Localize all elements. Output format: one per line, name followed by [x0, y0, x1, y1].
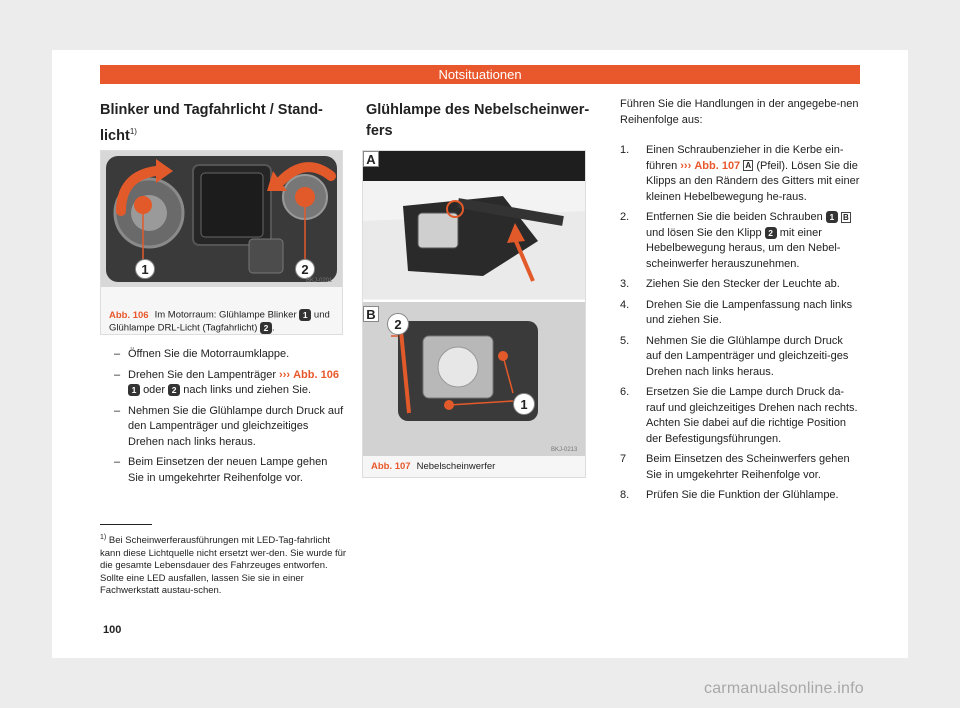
list-item: 8. Prüfen Sie die Funktion der Glühlampe. [620, 489, 839, 501]
list-item: 7 Beim Einsetzen des Scheinwerfers gehen Sie in umgekehrter Reihenfolge vor. [620, 453, 850, 481]
badge-1: 1 [826, 211, 838, 223]
list-item: – Öffnen Sie die Motorraumklappe. [114, 347, 346, 363]
page-number: 100 [103, 624, 122, 636]
middle-heading-block [366, 100, 596, 142]
figure-107-label-2: 2 [387, 313, 409, 335]
figure-107-label-b: B [363, 306, 379, 322]
figure-107-caption [363, 461, 585, 474]
watermark: carmanualsonline.info [704, 680, 864, 697]
list-item: 1. Einen Schraubenzieher in die Kerbe ein-führen ››› Abb. 107 A (Pfeil). Lösen Sie die Klipps an den Rändern des Gitters mit einer kleinen Hebelbewegung he-raus. [620, 144, 860, 203]
middle-heading: Glühlampe des Nebelscheinwer-fers [366, 102, 590, 139]
list-item: 4. Drehen Sie die Lampenfassung nach links und ziehen Sie. [620, 298, 853, 326]
list-item: – Nehmen Sie die Glühlampe durch Druck auf den Lampenträger und gleichzeitiges Drehen nach links heraus. [114, 404, 346, 451]
list-item: 5. Nehmen Sie die Glühlampe durch Druck auf den Lampenträger und gleichzeiti-ges Drehen nach links heraus. [620, 334, 849, 378]
list-item: 2. Entfernen Sie die beiden Schrauben 1 B und lösen Sie den Klipp 2 mit einer Hebelbewegung heraus, um den Nebel-scheinwerfer herauszunehmen. [620, 210, 860, 272]
headlight-illustration [101, 151, 342, 287]
footnote-divider [100, 524, 152, 525]
footnote-marker: 1) [100, 534, 107, 541]
figure-106-caption-b: und Glühlampe DRL-Licht (Tagfahrlicht) [109, 309, 330, 334]
figure-106-label-2: 2 [295, 259, 315, 279]
left-steps [114, 347, 346, 491]
badge-2: 2 [168, 384, 180, 396]
figure-107 [362, 150, 586, 478]
figure-106-code: BKJ-0201 [306, 278, 333, 284]
badge-1: 1 [299, 309, 311, 321]
figure-107-caption-text: Nebelscheinwerfer [416, 461, 496, 472]
figure-106 [100, 150, 343, 335]
figure-106-caption-a: Im Motorraum: Glühlampe Blinker [154, 309, 297, 321]
right-steps [620, 143, 860, 509]
badge-2: 2 [260, 322, 272, 334]
left-heading-block [100, 100, 345, 147]
figure-106-number: Abb. 106 [109, 309, 149, 321]
list-item: – Drehen Sie den Lampenträger ››› Abb. 106 1 oder 2 nach links und ziehen Sie. [114, 368, 346, 399]
figure-106-caption: Abb. 106 Im Motorraum: Glühlampe Blinker 1 und Glühlampe DRL-Licht (Tagfahrlicht) 2 . [109, 309, 330, 334]
list-item: 3. Ziehen Sie den Stecker der Leuchte ab. [620, 278, 840, 290]
list-item: 6. Ersetzen Sie die Lampe durch Druck da-rauf und gleichzeitiges Drehen nach rechts. Achten Sie dabei auf die richtige Position der Befestigungsführungen. [620, 386, 858, 445]
figure-107-label-1: 1 [513, 393, 535, 415]
fog-light-illustration [363, 151, 585, 456]
left-heading [100, 100, 345, 147]
footnote-text: Bei Scheinwerferausführungen mit LED-Tag-fahrlicht kann diese Lichtquelle nicht ersetzt wer-den. Sie wurde für die gesamte Lebensdauer des Fahrzeuges entworfen. Sollte eine LED ausfallen, lassen Sie sie in einer Fachwerkstatt austau-schen. [100, 535, 347, 597]
figure-107-number: Abb. 107 [371, 461, 411, 472]
left-heading-text: Blinker und Tagfahrlicht / Stand-licht [100, 102, 323, 144]
figure-link[interactable]: Abb. 106 [293, 368, 339, 381]
badge-a: A [743, 160, 753, 171]
footnote-ref[interactable]: 1) [129, 127, 137, 136]
figure-106-label-1: 1 [135, 259, 155, 279]
figure-link[interactable]: Abb. 107 [694, 159, 741, 172]
list-item: – Beim Einsetzen der neuen Lampe gehen Sie in umgekehrter Reihenfolge vor. [114, 455, 346, 486]
right-intro: Führen Sie die Handlungen in der angegebe-nen Reihenfolge aus: [620, 98, 859, 126]
fog-light-drawing [363, 151, 585, 456]
figure-107-label-a: A [363, 151, 379, 167]
badge-b: B [841, 212, 851, 223]
section-header: Notsituationen [100, 65, 860, 84]
footnote [100, 532, 352, 598]
arrow-glyph: ››› [279, 368, 291, 381]
badge-2: 2 [765, 227, 777, 239]
badge-1: 1 [128, 384, 140, 396]
arrow-glyph: ››› [680, 159, 692, 172]
figure-107-code: BKJ-0213 [551, 447, 578, 453]
